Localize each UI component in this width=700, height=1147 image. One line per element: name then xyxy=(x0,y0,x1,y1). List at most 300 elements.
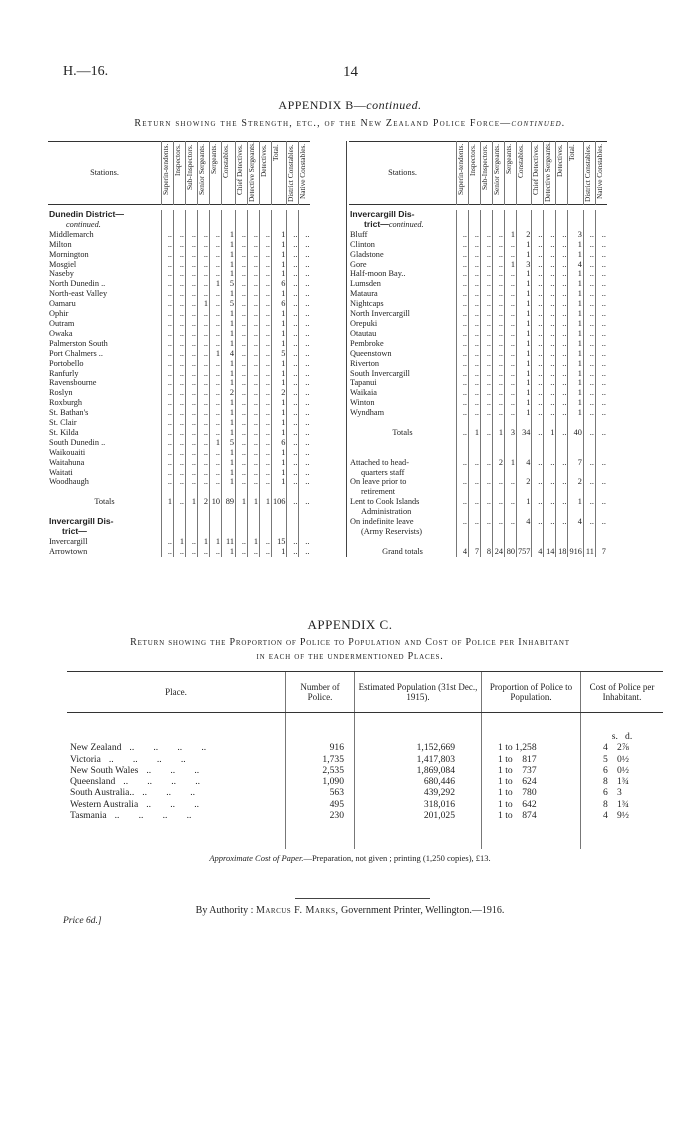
strength-cell: .. xyxy=(174,279,186,289)
strength-cell: .. xyxy=(210,250,222,260)
rank-column-header xyxy=(210,142,222,205)
cost-table-end-row xyxy=(67,821,663,849)
place-leader-dots: .. .. .. xyxy=(146,798,199,810)
strength-cell xyxy=(505,468,517,478)
rank-column-header xyxy=(186,142,198,205)
cost-of-paper-text: —Preparation, not given ; printing (1,250 copies), £13. xyxy=(303,853,491,863)
strength-cell: 1 xyxy=(505,230,517,240)
strength-cell xyxy=(469,537,481,547)
strength-cell: 3 xyxy=(517,260,532,270)
station-name: Waitati xyxy=(49,467,73,477)
strength-cell: .. xyxy=(556,250,568,260)
printer-name: Marcus F. Marks, xyxy=(255,905,339,916)
strength-cell: .. xyxy=(544,319,556,329)
strength-cell: .. xyxy=(260,329,272,339)
strength-cell: .. xyxy=(556,299,568,309)
strength-cell xyxy=(517,537,532,547)
strength-cell: .. xyxy=(505,289,517,299)
strength-cell: 4 xyxy=(532,547,544,557)
strength-cell xyxy=(493,220,505,230)
strength-cell: .. xyxy=(532,349,544,359)
strength-cell: 1 xyxy=(222,319,236,329)
strength-cell: 89 xyxy=(222,497,236,507)
strength-cell: .. xyxy=(186,260,198,270)
strength-cell: .. xyxy=(174,428,186,438)
strength-cell: .. xyxy=(248,458,260,468)
strength-cell: .. xyxy=(248,269,260,279)
rank-column-header xyxy=(469,142,481,205)
strength-cell: .. xyxy=(595,388,607,398)
strength-cell: .. xyxy=(481,269,493,279)
strength-cell: 1 xyxy=(517,269,532,279)
strength-cell: .. xyxy=(481,319,493,329)
strength-cell: .. xyxy=(595,517,607,527)
strength-cell: 1 xyxy=(222,269,236,279)
strength-cell xyxy=(162,487,174,497)
shillings: 8 xyxy=(603,798,608,810)
strength-cell xyxy=(481,448,493,458)
strength-cell: .. xyxy=(260,250,272,260)
strength-cell xyxy=(469,527,481,537)
strength-cell: 1 xyxy=(272,477,287,487)
strength-cell: .. xyxy=(481,240,493,250)
strength-cell: .. xyxy=(583,517,595,527)
strength-cell xyxy=(595,448,607,458)
strength-cell: .. xyxy=(595,260,607,270)
table-row xyxy=(48,260,310,270)
strength-cell xyxy=(260,487,272,497)
currency-units-row xyxy=(67,713,663,743)
station-name: trict— xyxy=(62,527,87,536)
strength-cell: .. xyxy=(493,398,505,408)
strength-cell: .. xyxy=(556,497,568,507)
table-row xyxy=(48,438,310,448)
strength-cell: .. xyxy=(162,378,174,388)
strength-cell: .. xyxy=(248,279,260,289)
price: Price 6d.] xyxy=(63,916,102,926)
strength-cell: 1 xyxy=(517,279,532,289)
strength-cell: .. xyxy=(287,428,299,438)
strength-cell: .. xyxy=(162,468,174,478)
cost-per-inhabitant-cell xyxy=(581,754,664,765)
strength-cell xyxy=(532,527,544,537)
strength-cell xyxy=(583,418,595,428)
station-name: Waikouaiti xyxy=(49,447,86,457)
rank-column-header xyxy=(198,142,210,205)
strength-cell: .. xyxy=(260,537,272,547)
strength-cell: .. xyxy=(556,428,568,438)
table-row-grand xyxy=(349,547,607,557)
pence: 1¾ xyxy=(617,798,629,810)
strength-cell: 4 xyxy=(222,349,236,359)
strength-cell: 1 xyxy=(568,339,583,349)
strength-cell xyxy=(556,527,568,537)
police-strength-right-panel xyxy=(346,141,607,557)
strength-cell: .. xyxy=(162,438,174,448)
station-name: St. Clair xyxy=(49,418,77,428)
strength-cell: .. xyxy=(287,477,299,487)
place-cell xyxy=(67,810,286,821)
strength-cell: .. xyxy=(162,418,174,428)
strength-cell: 1 xyxy=(517,319,532,329)
strength-cell: .. xyxy=(162,230,174,240)
strength-cell: .. xyxy=(186,299,198,309)
strength-cell xyxy=(568,438,583,448)
strength-cell: 1 xyxy=(222,458,236,468)
strength-cell: .. xyxy=(236,378,248,388)
strength-cell: .. xyxy=(210,359,222,369)
strength-cell: .. xyxy=(556,279,568,289)
strength-cell xyxy=(595,210,607,220)
strength-cell: .. xyxy=(556,369,568,379)
table-row xyxy=(349,339,607,349)
strength-cell xyxy=(505,220,517,230)
strength-cell: .. xyxy=(287,299,299,309)
strength-cell: .. xyxy=(583,378,595,388)
strength-cell: .. xyxy=(162,359,174,369)
strength-cell: .. xyxy=(210,339,222,349)
strength-cell: .. xyxy=(260,260,272,270)
strength-cell xyxy=(505,210,517,220)
strength-cell: .. xyxy=(260,398,272,408)
strength-cell xyxy=(517,438,532,448)
strength-cell: .. xyxy=(186,289,198,299)
strength-cell: .. xyxy=(186,230,198,240)
strength-cell: .. xyxy=(236,269,248,279)
strength-cell: .. xyxy=(260,428,272,438)
strength-cell xyxy=(532,210,544,220)
strength-cell xyxy=(583,537,595,547)
rank-column-header-label: Detectives. xyxy=(259,144,268,177)
strength-cell: .. xyxy=(236,279,248,289)
strength-cell: .. xyxy=(532,428,544,438)
place-cell xyxy=(67,765,286,776)
station-name: Mataura xyxy=(350,289,378,299)
strength-cell: .. xyxy=(481,497,493,507)
strength-cell: .. xyxy=(248,329,260,339)
table-row-sec xyxy=(48,210,310,220)
strength-cell: .. xyxy=(469,240,481,250)
strength-cell: .. xyxy=(236,388,248,398)
strength-cell: .. xyxy=(198,329,210,339)
strength-cell: .. xyxy=(532,458,544,468)
strength-cell: .. xyxy=(493,309,505,319)
strength-cell: .. xyxy=(505,309,517,319)
strength-cell: .. xyxy=(556,378,568,388)
strength-cell: .. xyxy=(583,260,595,270)
strength-cell: .. xyxy=(493,250,505,260)
strength-cell: 1 xyxy=(222,309,236,319)
strength-cell: .. xyxy=(186,428,198,438)
strength-cell: .. xyxy=(505,369,517,379)
strength-cell: .. xyxy=(174,458,186,468)
strength-cell: .. xyxy=(556,260,568,270)
strength-cell: .. xyxy=(583,230,595,240)
strength-cell: .. xyxy=(595,458,607,468)
table-row xyxy=(349,398,607,408)
strength-cell: .. xyxy=(532,289,544,299)
strength-cell: .. xyxy=(556,269,568,279)
strength-cell xyxy=(517,448,532,458)
strength-cell xyxy=(162,507,174,517)
strength-cell: .. xyxy=(583,369,595,379)
table-row xyxy=(48,547,310,557)
strength-cell: .. xyxy=(544,408,556,418)
strength-cell: 1 xyxy=(517,339,532,349)
proportion-cell: 1 to 874 xyxy=(482,810,581,821)
strength-cell xyxy=(544,527,556,537)
strength-cell: .. xyxy=(556,349,568,359)
strength-cell xyxy=(505,507,517,517)
strength-cell: 1 xyxy=(272,250,287,260)
strength-cell: .. xyxy=(162,299,174,309)
strength-cell xyxy=(457,487,469,497)
strength-cell: .. xyxy=(287,398,299,408)
currency-units-cell: s. d. xyxy=(581,713,664,743)
strength-cell: .. xyxy=(198,468,210,478)
strength-cell: .. xyxy=(248,398,260,408)
rank-column-header xyxy=(248,142,260,205)
strength-cell: 5 xyxy=(222,438,236,448)
station-name: retirement xyxy=(361,487,396,497)
strength-cell: .. xyxy=(186,438,198,448)
strength-cell: .. xyxy=(299,339,311,349)
strength-cell xyxy=(544,487,556,497)
strength-cell: .. xyxy=(556,339,568,349)
strength-cell: .. xyxy=(595,398,607,408)
strength-cell xyxy=(457,507,469,517)
population-cell: 680,446 xyxy=(355,776,482,787)
strength-cell xyxy=(299,517,311,527)
strength-cell: .. xyxy=(595,250,607,260)
rank-column-header xyxy=(236,142,248,205)
strength-cell xyxy=(162,527,174,537)
strength-cell: .. xyxy=(248,230,260,240)
strength-cell: .. xyxy=(299,250,311,260)
strength-cell: 1 xyxy=(517,378,532,388)
strength-cell xyxy=(186,220,198,230)
proportion-cell: 1 to 642 xyxy=(482,799,581,810)
strength-cell: .. xyxy=(186,418,198,428)
strength-cell: .. xyxy=(248,428,260,438)
strength-cell: .. xyxy=(162,269,174,279)
strength-cell: .. xyxy=(544,329,556,339)
strength-cell xyxy=(248,220,260,230)
strength-cell: .. xyxy=(287,497,299,507)
strength-cell: .. xyxy=(457,279,469,289)
station-name: Port Chalmers .. xyxy=(49,348,103,358)
strength-cell: .. xyxy=(457,269,469,279)
strength-cell: .. xyxy=(287,279,299,289)
table-row xyxy=(349,329,607,339)
strength-cell xyxy=(517,418,532,428)
table-row-blank xyxy=(48,507,310,517)
strength-cell: .. xyxy=(457,497,469,507)
cost-table-end-cell xyxy=(482,821,581,849)
strength-cell: .. xyxy=(469,339,481,349)
strength-cell xyxy=(186,210,198,220)
strength-cell xyxy=(532,487,544,497)
strength-cell: 1 xyxy=(222,240,236,250)
strength-cell: .. xyxy=(583,309,595,319)
strength-cell: .. xyxy=(260,547,272,557)
strength-cell: 8 xyxy=(481,547,493,557)
shillings: 4 xyxy=(603,742,608,754)
strength-cell xyxy=(457,220,469,230)
strength-cell: .. xyxy=(299,537,311,547)
strength-cell: .. xyxy=(210,378,222,388)
strength-cell: .. xyxy=(532,309,544,319)
strength-cell xyxy=(210,507,222,517)
strength-cell: .. xyxy=(260,339,272,349)
table-header-row xyxy=(349,142,607,205)
table-row xyxy=(48,468,310,478)
station-name: Winton xyxy=(350,398,375,408)
table-row xyxy=(48,369,310,379)
strength-cell: .. xyxy=(248,477,260,487)
strength-cell: .. xyxy=(505,299,517,309)
rank-column-header-label: Native Constables. xyxy=(594,144,604,200)
strength-cell: .. xyxy=(493,359,505,369)
strength-cell: .. xyxy=(595,408,607,418)
strength-cell: .. xyxy=(162,388,174,398)
strength-cell xyxy=(198,220,210,230)
strength-cell: .. xyxy=(595,477,607,487)
strength-cell: 2 xyxy=(198,497,210,507)
strength-cell: .. xyxy=(198,369,210,379)
strength-cell: .. xyxy=(162,458,174,468)
strength-cell xyxy=(568,220,583,230)
table-row xyxy=(349,250,607,260)
authority-suffix: Government Printer, Wellington.—1916. xyxy=(341,905,505,916)
strength-cell: .. xyxy=(469,369,481,379)
appendix-b-title xyxy=(0,98,700,113)
strength-cell: .. xyxy=(457,458,469,468)
strength-cell xyxy=(517,210,532,220)
strength-cell: .. xyxy=(186,468,198,478)
strength-cell: .. xyxy=(162,309,174,319)
strength-cell: .. xyxy=(287,240,299,250)
strength-cell: 1 xyxy=(222,369,236,379)
strength-cell: .. xyxy=(287,230,299,240)
station-name: Invercargill Dis- xyxy=(49,517,114,527)
strength-cell: 1 xyxy=(222,359,236,369)
strength-cell xyxy=(481,210,493,220)
strength-cell: .. xyxy=(162,250,174,260)
strength-cell xyxy=(174,487,186,497)
strength-cell: 1 xyxy=(568,309,583,319)
table-row xyxy=(349,260,607,270)
place-name: New South Wales xyxy=(70,764,139,776)
strength-cell: .. xyxy=(174,388,186,398)
strength-cell: .. xyxy=(198,458,210,468)
strength-cell: .. xyxy=(287,349,299,359)
strength-cell: .. xyxy=(162,477,174,487)
strength-cell: .. xyxy=(210,408,222,418)
strength-cell: .. xyxy=(493,299,505,309)
strength-cell: .. xyxy=(287,547,299,557)
table-row xyxy=(48,250,310,260)
strength-cell: .. xyxy=(583,240,595,250)
station-name: Riverton xyxy=(350,358,380,368)
strength-cell: 15 xyxy=(272,537,287,547)
cost-column-header: Proportion of Police to Population. xyxy=(482,672,581,713)
station-name xyxy=(48,487,162,497)
strength-cell xyxy=(162,517,174,527)
strength-cell: .. xyxy=(236,537,248,547)
strength-cell: .. xyxy=(236,250,248,260)
strength-cell: .. xyxy=(162,260,174,270)
strength-cell: .. xyxy=(248,339,260,349)
strength-cell xyxy=(595,537,607,547)
station-name: North Invercargill xyxy=(350,309,410,319)
table-row xyxy=(349,230,607,240)
strength-cell: .. xyxy=(595,319,607,329)
strength-cell: .. xyxy=(299,378,311,388)
strength-cell: .. xyxy=(236,289,248,299)
strength-cell xyxy=(248,507,260,517)
strength-cell: .. xyxy=(248,250,260,260)
strength-cell: .. xyxy=(198,319,210,329)
strength-cell xyxy=(260,507,272,517)
pence: 0½ xyxy=(617,753,629,765)
strength-cell: 1 xyxy=(248,497,260,507)
strength-cell: .. xyxy=(556,388,568,398)
place-cell xyxy=(67,776,286,787)
rank-column-header-label: Constables. xyxy=(516,144,525,178)
strength-cell xyxy=(299,527,311,537)
strength-cell xyxy=(272,210,287,220)
strength-cell: 1 xyxy=(505,260,517,270)
strength-cell: .. xyxy=(236,458,248,468)
strength-cell: 1 xyxy=(517,250,532,260)
strength-cell: .. xyxy=(505,388,517,398)
strength-cell xyxy=(556,418,568,428)
strength-cell: .. xyxy=(287,339,299,349)
strength-cell: .. xyxy=(198,438,210,448)
strength-cell: .. xyxy=(544,240,556,250)
strength-cell: .. xyxy=(556,309,568,319)
strength-cell: .. xyxy=(532,369,544,379)
strength-cell xyxy=(493,507,505,517)
strength-cell xyxy=(481,537,493,547)
appendix-c-title: APPENDIX C. xyxy=(307,617,393,632)
cost-header-row xyxy=(67,672,663,713)
strength-cell: 5 xyxy=(222,299,236,309)
strength-cell: .. xyxy=(493,269,505,279)
station-name: St. Kilda xyxy=(49,427,79,437)
table-row xyxy=(349,240,607,250)
strength-cell xyxy=(532,507,544,517)
strength-cell: 1 xyxy=(222,468,236,478)
strength-cell: .. xyxy=(198,250,210,260)
strength-cell: .. xyxy=(299,418,311,428)
station-name: Milton xyxy=(49,239,72,249)
strength-cell: .. xyxy=(493,289,505,299)
strength-cell: .. xyxy=(198,477,210,487)
station-name: North-east Valley xyxy=(49,289,108,299)
strength-cell xyxy=(469,487,481,497)
strength-cell: 1 xyxy=(568,240,583,250)
table-row xyxy=(48,230,310,240)
strength-cell xyxy=(236,487,248,497)
strength-cell: .. xyxy=(556,230,568,240)
strength-cell: .. xyxy=(493,349,505,359)
table-row xyxy=(349,408,607,418)
strength-cell: .. xyxy=(299,230,311,240)
strength-cell: .. xyxy=(210,458,222,468)
strength-cell xyxy=(260,517,272,527)
